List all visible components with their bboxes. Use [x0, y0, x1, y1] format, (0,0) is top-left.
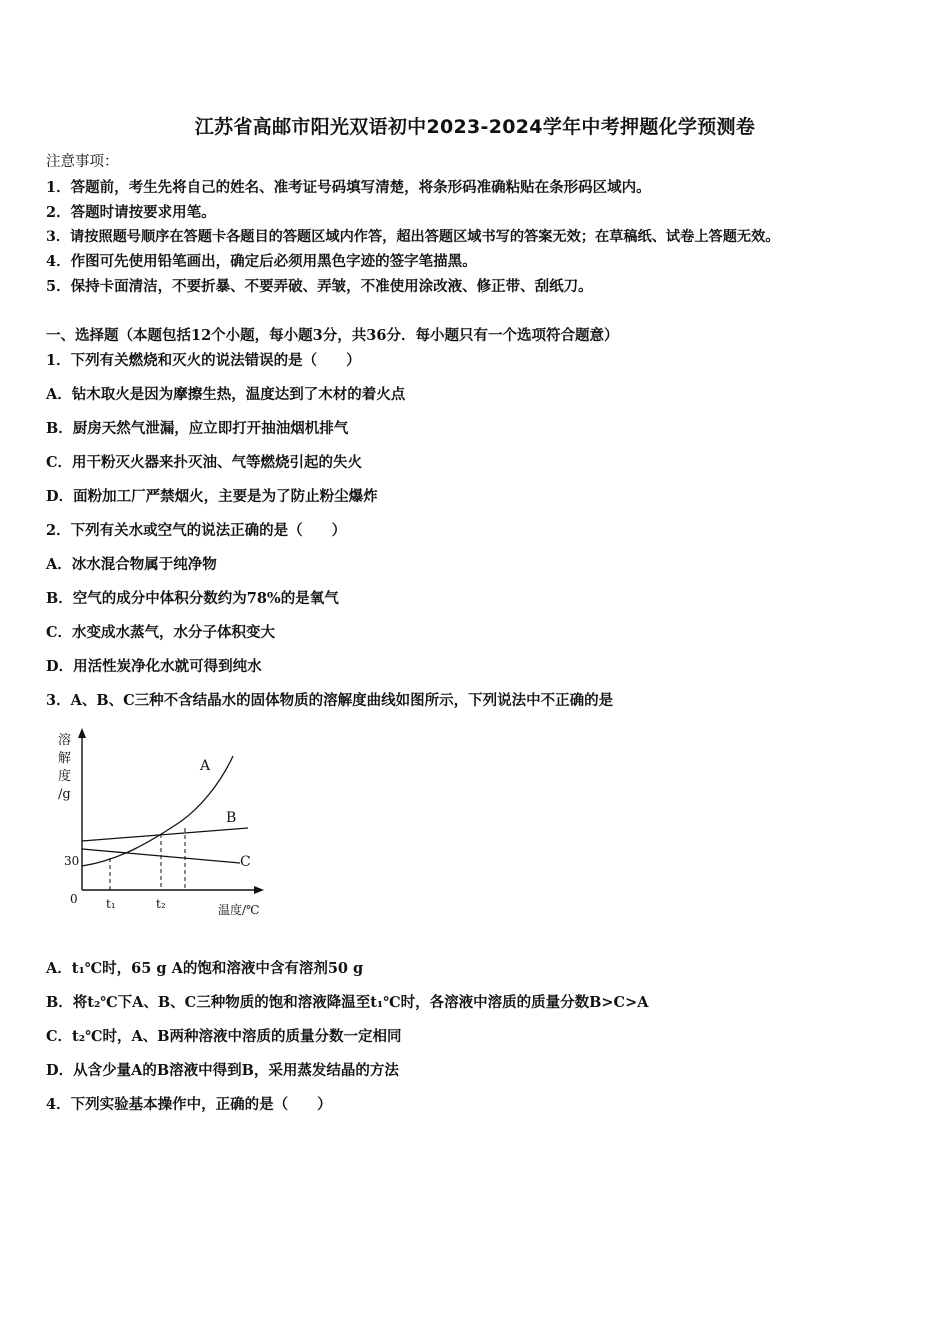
question-stem: 3．A、B、C三种不含结晶水的固体物质的溶解度曲线如图所示，下列说法中不正确的是 [46, 692, 614, 709]
solubility-chart [50, 722, 280, 922]
series-label-b: B [226, 810, 237, 826]
y-axis-arrow [78, 728, 86, 738]
question-option: D．面粉加工厂严禁烟火，主要是为了防止粉尘爆炸 [46, 488, 378, 505]
notice-item: 5．保持卡面清洁，不要折暴、不要弄破、弄皱，不准使用涂改液、修正带、刮纸刀。 [46, 278, 593, 295]
section-heading: 一、选择题（本题包括12个小题，每小题3分，共36分．每小题只有一个选项符合题意） [46, 327, 619, 344]
question-option: A．钻木取火是因为摩擦生热，温度达到了木材的着火点 [46, 386, 406, 403]
ylabel-char: /g [58, 787, 71, 802]
question-option: D．用活性炭净化水就可得到纯水 [46, 658, 262, 675]
question-option: A．冰水混合物属于纯净物 [46, 556, 217, 573]
question-option: D．从含少量A的B溶液中得到B，采用蒸发结晶的方法 [46, 1062, 399, 1079]
notice-item: 2．答题时请按要求用笔。 [46, 204, 216, 221]
question-option: A．t₁℃时，65 g A的饱和溶液中含有溶剂50 g [46, 960, 364, 977]
series-label-a: A [200, 758, 211, 774]
xlabel: 温度/℃ [218, 903, 260, 917]
question-option: C．t₂℃时，A、B两种溶液中溶质的质量分数一定相同 [46, 1028, 402, 1045]
question-option: C．用干粉灭火器来扑灭油、气等燃烧引起的失火 [46, 454, 363, 471]
notice-item: 3．请按照题号顺序在答题卡各题目的答题区域内作答，超出答题区域书写的答案无效；在草稿纸、试卷上答题无效。 [46, 229, 780, 245]
ylabel-char: 解 [58, 751, 72, 766]
question-stem: 1．下列有关燃烧和灭火的说法错误的是（ ） [46, 352, 361, 369]
series-line-a [82, 756, 233, 866]
question-stem: 2．下列有关水或空气的说法正确的是（ ） [46, 522, 347, 539]
ylabel-char: 度 [58, 769, 72, 784]
question-option: B．厨房天然气泄漏，应立即打开抽油烟机排气 [46, 420, 349, 437]
question-option: C．水变成水蒸气，水分子体积变大 [46, 624, 276, 641]
y-tick-label: 30 [64, 854, 80, 868]
question-stem: 4．下列实验基本操作中，正确的是（ ） [46, 1096, 332, 1113]
origin-label: 0 [70, 892, 78, 906]
ylabel-char: 溶 [58, 733, 72, 748]
exam-title: 江苏省高邮市阳光双语初中2023-2024学年中考押题化学预测卷 [194, 116, 756, 138]
question-option: B．将t₂℃下A、B、C三种物质的饱和溶液降温至t₁℃时，各溶液中溶质的质量分数B>C>A [46, 994, 649, 1011]
question-option: B．空气的成分中体积分数约为78%的是氧气 [46, 590, 339, 607]
notice-item: 4．作图可先使用铅笔画出，确定后必须用黑色字迹的签字笔描黑。 [46, 253, 477, 270]
x-tick-label: t₁ [106, 897, 116, 911]
series-label-c: C [240, 854, 251, 870]
x-tick-label: t₂ [156, 897, 166, 911]
notice-heading: 注意事项： [46, 154, 119, 170]
x-axis-arrow [254, 886, 264, 894]
series-line-b [82, 828, 248, 841]
notice-item: 1．答题前，考生先将自己的姓名、准考证号码填写清楚，将条形码准确粘贴在条形码区域内。 [46, 179, 651, 196]
